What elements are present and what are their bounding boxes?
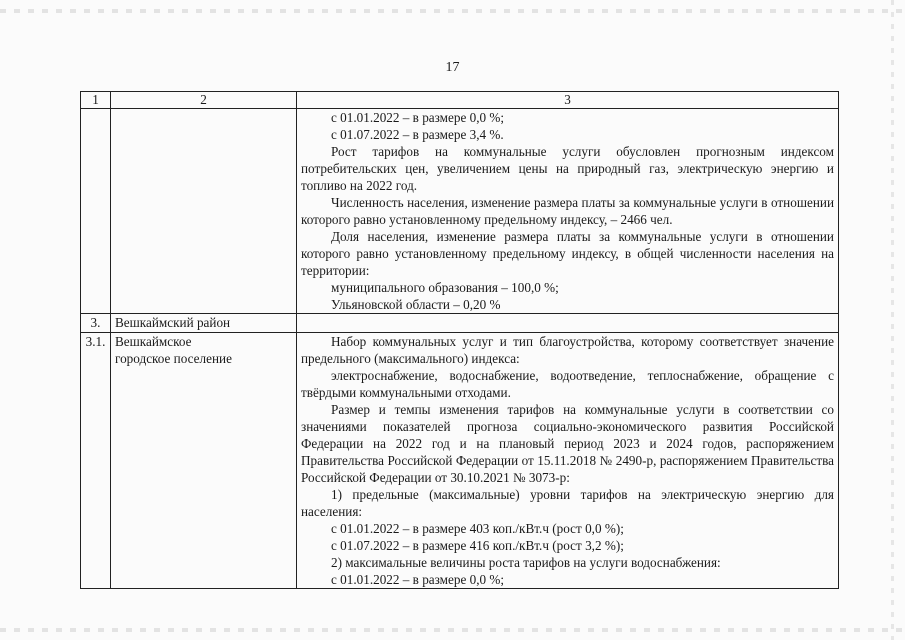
paragraph: Ульяновской области – 0,20 %: [331, 297, 501, 312]
paragraph: с 01.07.2022 – в размере 3,4 %.: [331, 127, 504, 142]
continuation-row: [81, 109, 839, 314]
page-number: 17: [445, 60, 460, 75]
paragraph: электроснабжение, водоснабжение, водоотведение, теплоснабжение, обращение с твёрдыми коммунальными отходами.: [301, 368, 834, 400]
settlement-name-line-1: Вешкаймское: [115, 334, 192, 349]
paragraph: 1) предельные (максимальные) уровни тарифов на электрическую энергию для населения:: [301, 487, 834, 519]
paragraph: с 01.01.2022 – в размере 0,0 %;: [331, 110, 505, 125]
district-text-cell: [297, 314, 839, 333]
settlement-text-cell: [297, 333, 839, 589]
paragraph: с 01.07.2022 – в размере 416 коп./кВт.ч (рост 3,2 %);: [331, 538, 624, 553]
district-number: 3.: [81, 314, 111, 333]
district-row: [81, 314, 839, 333]
header-col-2: 2: [111, 92, 297, 109]
header-col-1: 1: [81, 92, 111, 109]
continuation-num-cell: [81, 109, 111, 314]
tariff-table: [80, 91, 839, 589]
scan-edge-bottom: [0, 628, 905, 632]
header-col-3: 3: [297, 92, 839, 109]
paragraph: 2) максимальные величины роста тарифов на услуги водоснабжения:: [331, 555, 721, 570]
paragraph: с 01.01.2022 – в размере 0,0 %;: [331, 572, 505, 587]
continuation-name-cell: [111, 109, 297, 314]
settlement-name-cell: [111, 333, 297, 589]
paragraph: Численность населения, изменение размера платы за коммунальные услуги в отношении которого равно установленному предельному индексу, – 2466 чел.: [301, 195, 834, 227]
continuation-text-cell: [297, 109, 839, 314]
district-name: Вешкаймский район: [111, 314, 297, 333]
settlement-number: 3.1.: [81, 333, 111, 589]
paragraph: Доля населения, изменение размера платы за коммунальные услуги в отношении которого равно установленному предельному индексу, в общей численности населения на территории:: [301, 229, 834, 278]
paragraph: Набор коммунальных услуг и тип благоустройства, которому соответствует значение предельного (максимального) индекса:: [301, 334, 834, 366]
paragraph: Размер и темпы изменения тарифов на коммунальные услуги в соответствии со значениями показателей прогноза социально-экономического развития Российской Федерации на 2022 год и на плановый период 2023 и 2024 годов, распоряжением Правительства Российской Федерации от 15.11.2018 № 2490-р, распоряжением Правительства Российской Федерации от 30.10.2021 № 3073-р:: [301, 402, 834, 485]
settlement-row: [81, 333, 839, 589]
table-header-row: [81, 92, 839, 109]
settlement-name-line-2: городское поселение: [115, 351, 232, 366]
paragraph: с 01.01.2022 – в размере 403 коп./кВт.ч (рост 0,0 %);: [331, 521, 624, 536]
scan-edge-top: [0, 9, 905, 13]
scan-edge-right: [891, 0, 894, 640]
paragraph: Рост тарифов на коммунальные услуги обусловлен прогнозным индексом потребительских цен, увеличением цены на природный газ, электрическую энергию и топливо на 2022 год.: [301, 144, 834, 193]
paragraph: муниципального образования – 100,0 %;: [331, 280, 559, 295]
